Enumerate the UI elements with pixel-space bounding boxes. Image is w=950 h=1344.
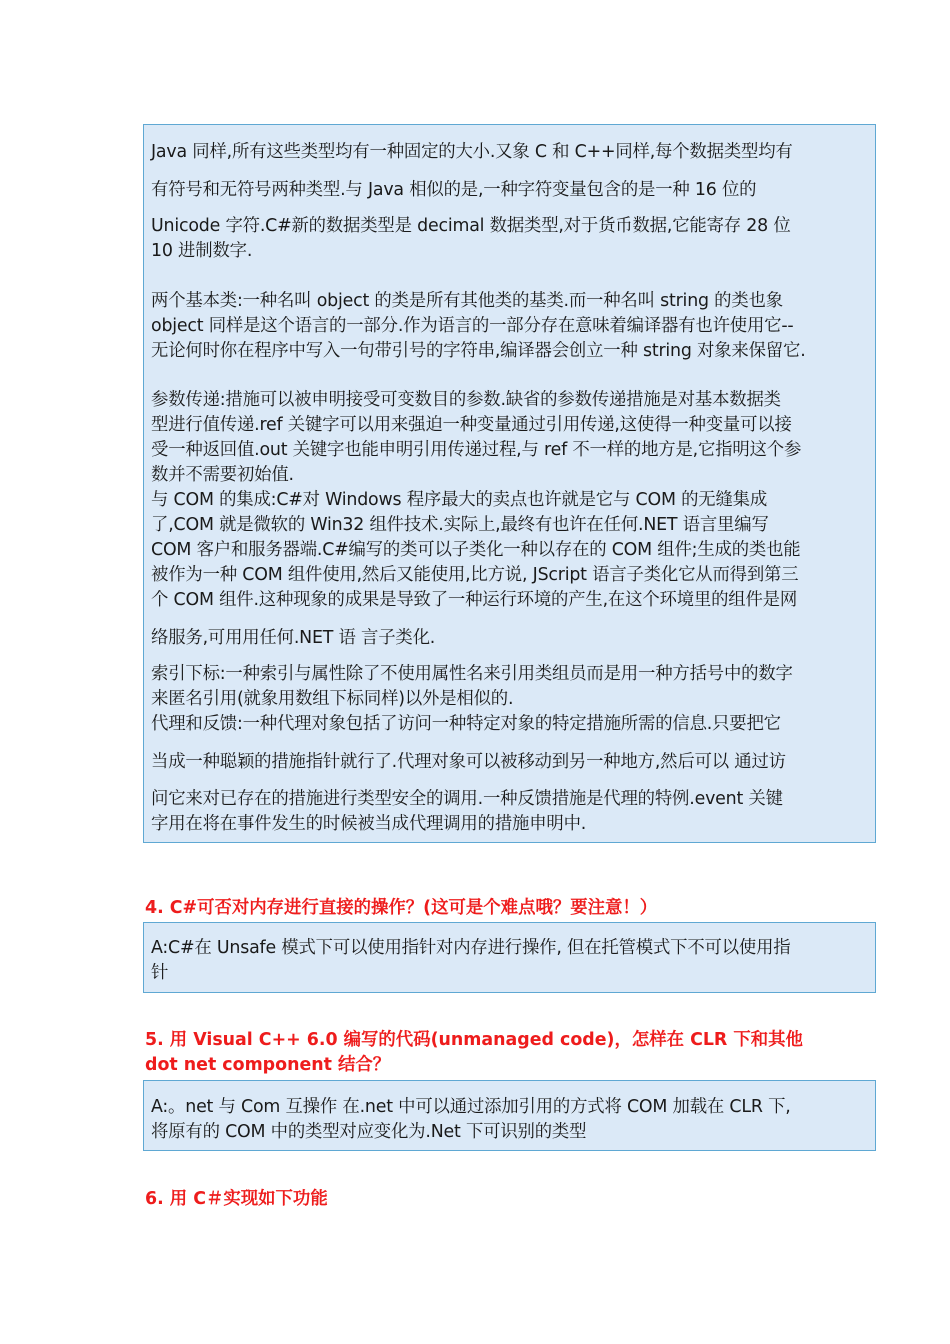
intro-line: 当成一种聪颖的措施指针就行了.代理对象可以被移动到另一种地方,然后可以 通过访 [151,752,786,772]
intro-line: 代理和反馈:一种代理对象包括了访问一种特定对象的特定措施所需的信息.只要把它 [151,714,781,734]
intro-line: Unicode 字符.C#新的数据类型是 decimal 数据类型,对于货币数据,它能寄存 28 位 [151,216,791,236]
intro-line: 索引下标:一种索引与属性除了不使用属性名来引用类组员而是用一种方括号中的数字 [151,664,793,684]
question-6-heading: 6. 用 C＃实现如下功能 [145,1189,328,1209]
intro-line: Java 同样,所有这些类型均有一种固定的大小.又象 C 和 C++同样,每个数据类型均有 [151,142,793,162]
intro-line: COM 客户和服务器端.C#编写的类可以子类化一种以存在的 COM 组件;生成的类也能 [151,540,801,560]
answer-line: 将原有的 COM 中的类型对应变化为.Net 下可识别的类型 [151,1122,587,1142]
answer-5-box [143,1080,876,1151]
intro-line: 无论何时你在程序中写入一句带引号的字符串,编译器会创立一种 string 对象来保留它. [151,341,806,361]
question-5-heading-line: 5. 用 Visual C++ 6.0 编写的代码(unmanaged code)，怎样在 CLR 下和其他 [145,1030,803,1050]
question-5-heading-line: dot net component 结合？ [145,1055,391,1075]
intro-line: 参数传递:措施可以被申明接受可变数目的参数.缺省的参数传递措施是对基本数据类 [151,390,781,410]
intro-line: 受一种返回值.out 关键字也能申明引用传递过程,与 ref 不一样的地方是,它指明这个参 [151,440,802,460]
intro-line: 10 进制数字. [151,241,253,261]
intro-line: 问它来对已存在的措施进行类型安全的调用.一种反馈措施是代理的特例.event 关键 [151,789,783,809]
intro-line: 数并不需要初始值. [151,465,294,485]
intro-line: 个 COM 组件.这种现象的成果是导致了一种运行环境的产生,在这个环境里的组件是网 [151,590,798,610]
question-4-heading: 4. C#可否对内存进行直接的操作？(这可是个难点哦？要注意！） [145,898,658,918]
intro-line: object 同样是这个语言的一部分.作为语言的一部分存在意味着编译器有也许使用它-- [151,316,794,336]
intro-line: 有符号和无符号两种类型.与 Java 相似的是,一种字符变量包含的是一种 16 位的 [151,180,757,200]
answer-line: 针 [151,963,169,983]
answer-line: A:C#在 Unsafe 模式下可以使用指针对内存进行操作, 但在托管模式下不可以使用指 [151,938,791,958]
intro-line: 了,COM 就是微软的 Win32 组件技术.实际上,最终有也许在任何.NET 语言里编写 [151,515,769,535]
intro-line: 被作为一种 COM 组件使用,然后又能使用,比方说, JScript 语言子类化它从而得到第三 [151,565,799,585]
intro-line: 来匿名引用(就象用数组下标同样)以外是相似的. [151,689,514,709]
answer-line: A:。net 与 Com 互操作 在.net 中可以通过添加引用的方式将 COM 加载在 CLR 下, [151,1097,791,1117]
intro-line: 两个基本类:一种名叫 object 的类是所有其他类的基类.而一种名叫 string 的类也象 [151,291,783,311]
answer-4-box [143,922,876,993]
intro-line: 络服务,可用用任何.NET 语 言子类化. [151,628,436,648]
intro-box [143,124,876,843]
intro-line: 型进行值传递.ref 关键字可以用来强迫一种变量通过引用传递,这使得一种变量可以接 [151,415,792,435]
intro-line: 字用在将在事件发生的时候被当成代理调用的措施申明中. [151,814,587,834]
intro-line: 与 COM 的集成:C#对 Windows 程序最大的卖点也许就是它与 COM 的无缝集成 [151,490,768,510]
